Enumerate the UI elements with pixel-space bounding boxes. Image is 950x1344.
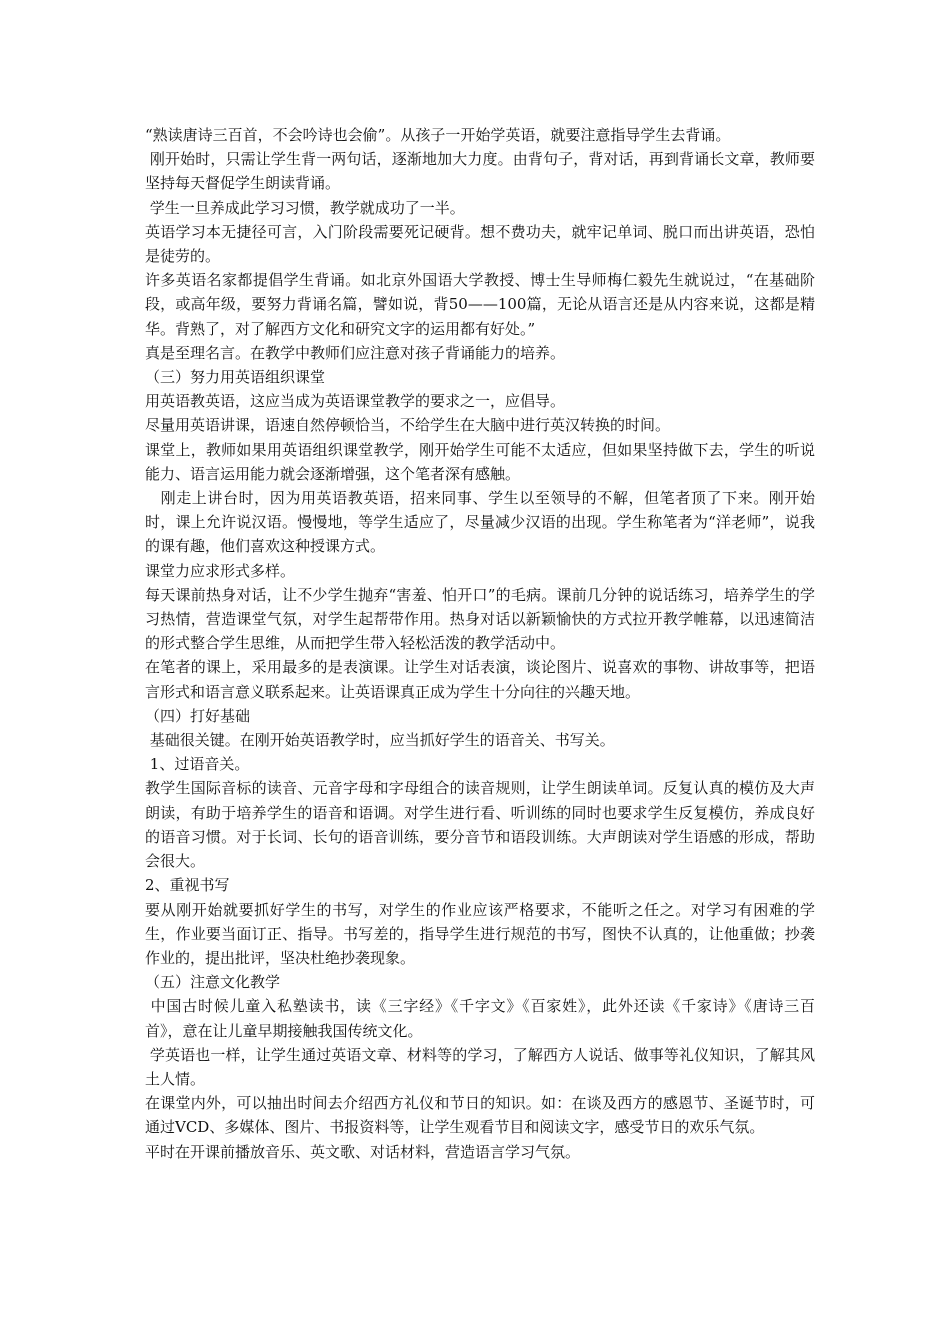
paragraph: 学生一旦养成此学习习惯，教学就成功了一半。: [145, 198, 465, 217]
paragraph: 课堂力应求形式多样。: [145, 561, 296, 580]
paragraph: 尽量用英语讲课，语速自然停顿恰当，不给学生在大脑中进行英汉转换的时间。: [145, 416, 671, 435]
paragraph: “熟读唐诗三百首，不会吟诗也会偷”。从孩子一开始学英语，就要注意指导学生去背诵。: [145, 126, 731, 144]
paragraph: 用英语教英语，这应当成为英语课堂教学的要求之一，应倡导。: [145, 392, 566, 411]
paragraph: 学英语也一样，让学生通过英语文章、材料等的学习，了解西方人说话、做事等礼仪知识，了解其风土人情。: [145, 1045, 815, 1088]
paragraph: 真是至理名言。在教学中教师们应注意对孩子背诵能力的培养。: [145, 343, 566, 362]
paragraph: 许多英语名家都提倡学生背诵。如北京外国语大学教授、博士生导师梅仁毅先生就说过，“在基础阶段，或高年级，要努力背诵名篇，譬如说，背50——100篇，无论从语言还是从内容来说，这都是精华。背熟了，对了解西方文化和研究文字的运用都有好处。”: [145, 271, 815, 338]
section-heading: （三）努力用英语组织课堂: [145, 368, 326, 387]
paragraph: 在笔者的课上，采用最多的是表演课。让学生对话表演，谈论图片、说喜欢的事物、讲故事等，把语言形式和语言意义联系起来。让英语课真正成为学生十分向往的兴趣天地。: [145, 658, 815, 701]
paragraph: 每天课前热身对话，让不少学生抛弃“害羞、怕开口”的毛病。课前几分钟的说话练习，培养学生的学习热情，营造课堂气氛，对学生起帮带作用。热身对话以新颖愉快的方式拉开教学帷幕，以迅速简洁的形式整合学生思维，从而把学生带入轻松活泼的教学活动中。: [145, 585, 815, 653]
paragraph: 教学生国际音标的读音、元音字母和字母组合的读音规则，让学生朗读单词。反复认真的模仿及大声朗读，有助于培养学生的语音和语调。对学生进行看、听训练的同时也要求学生反复模仿，养成良好的语音习惯。对于长词、长句的语音训练，要分音节和语段训练。大声朗读对学生语感的形成，帮助会很大。: [145, 779, 815, 871]
subsection-heading: 1、过语音关。: [145, 755, 250, 774]
paragraph: 要从刚开始就要抓好学生的书写，对学生的作业应该严格要求，不能听之任之。对学习有困难的学生，作业要当面订正、指导。书写差的，指导学生进行规范的书写，图快不认真的，让他重做；抄袭作业的，提出批评，坚决杜绝抄袭现象。: [145, 900, 815, 967]
paragraph: 平时在开课前播放音乐、英文歌、对话材料，营造语言学习气氛。: [145, 1142, 581, 1161]
paragraph: 在课堂内外，可以抽出时间去介绍西方礼仪和节日的知识。如：在谈及西方的感恩节、圣诞节时，可通过VCD、多媒体、图片、书报资料等，让学生观看节目和阅读文字，感受节日的欢乐气氛。: [145, 1094, 815, 1137]
paragraph: 基础很关键。在刚开始英语教学时，应当抓好学生的语音关、书写关。: [145, 731, 615, 750]
section-heading: （四）打好基础: [145, 706, 251, 725]
paragraph: 课堂上，教师如果用英语组织课堂教学，刚开始学生可能不太适应，但如果坚持做下去，学生的听说能力、语言运用能力就会逐渐增强，这个笔者深有感触。: [145, 440, 815, 483]
paragraph: 中国古时候儿童入私塾读书，读《三字经》《千字文》《百家姓》，此外还读《千家诗》《唐诗三百首》，意在让儿童早期接触我国传统文化。: [145, 997, 815, 1040]
paragraph: 刚走上讲台时，因为用英语教英语，招来同事、学生以至领导的不解，但笔者顶了下来。刚开始时，课上允许说汉语。慢慢地，等学生适应了，尽量减少汉语的出现。学生称笔者为“洋老师”，说我的课有趣，他们喜欢这种授课方式。: [145, 489, 815, 556]
paragraph: 刚开始时，只需让学生背一两句话，逐渐地加大力度。由背句子，背对话，再到背诵长文章，教师要坚持每天督促学生朗读背诵。: [145, 150, 815, 193]
document-body: [145, 123, 815, 1164]
paragraph: 英语学习本无捷径可言，入门阶段需要死记硬背。想不费功夫，就牢记单词、脱口而出讲英语，恐怕是徒劳的。: [145, 222, 815, 266]
subsection-heading: 2、重视书写: [145, 876, 230, 895]
section-heading: （五）注意文化教学: [145, 973, 281, 992]
